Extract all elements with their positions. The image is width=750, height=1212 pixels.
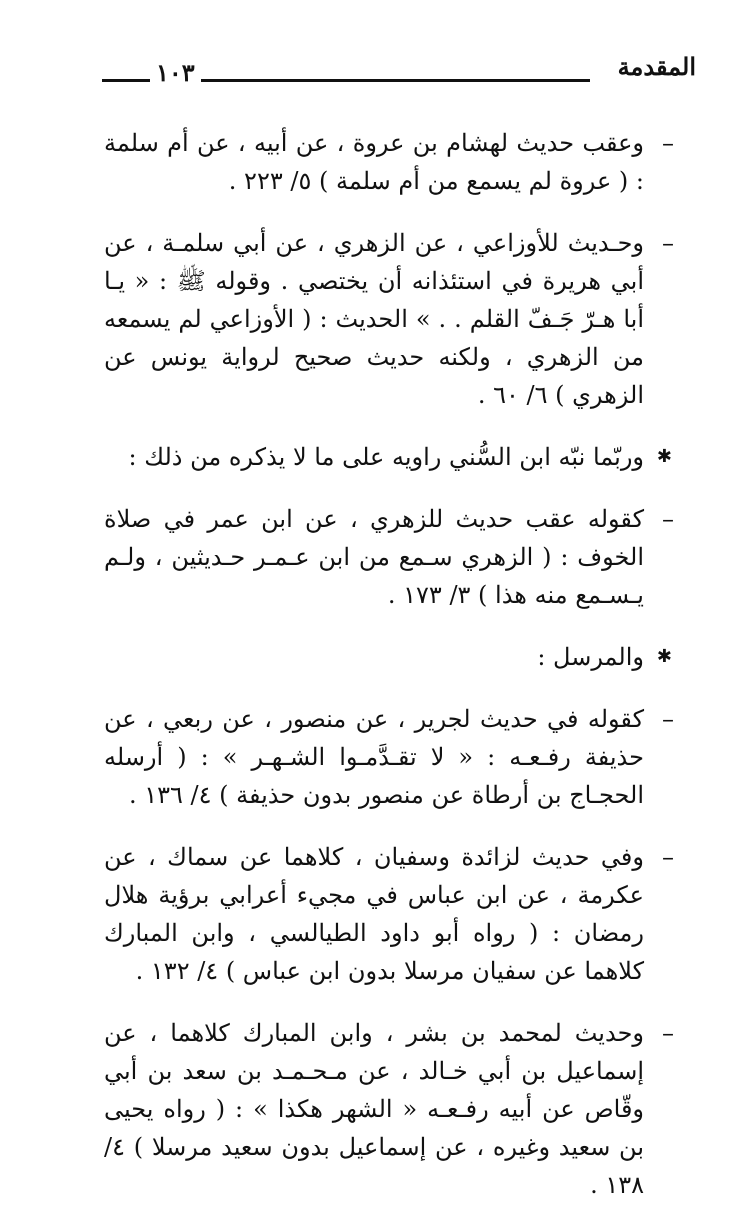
header-rule bbox=[184, 79, 590, 82]
paragraph-7: – وفي حديث لزائدة وسفيان ، كلاهما عن سماك ، عن عكرمة ، عن ابن عباس في مجيء أعرابي برؤية هلال رمضان : ( رواه أبو داود الطيالسي ، وابن المبارك كلاهما عن سفيان مرسلا بدون ابن عباس ) ٤/ ١٣٢ . bbox=[104, 838, 644, 990]
paragraph-4: – كقوله عقب حديث للزهري ، عن ابن عمر في صلاة الخوف : ( الزهري سـمع من ابن عـمـر حـديثين ، ولـم يـسـمع منه هذا ) ٣/ ١٧٣ . bbox=[104, 500, 644, 614]
header-rule-left bbox=[102, 79, 152, 82]
page-number: ١٠٣ bbox=[150, 58, 201, 87]
paragraph-2: – وحـديث للأوزاعي ، عن الزهري ، عن أبي سلمـة ، عن أبي هريرة في استئذانه أن يختصي . وقوله ﷺ : « يـا أبا هـرّ جَـفّ القلم . . » الحديث : ( الأوزاعي لم يسمعه من الزهري ، ولكنه حديث صحيح لرواية يونس عن الزهري ) ٦/ ٦٠ . bbox=[104, 224, 644, 414]
paragraph-5: ✱ والمرسل : bbox=[104, 638, 644, 676]
paragraph-3: ✱ وربّما نبّه ابن السُّني راويه على ما لا يذكره من ذلك : bbox=[104, 438, 644, 476]
section-title: المقدمة bbox=[617, 52, 696, 81]
paragraph-8: – وحديث لمحمد بن بشر ، وابن المبارك كلاهما ، عن إسماعيل بن أبي خـالد ، عن مـحـمـد بن سعد بن أبي وقّاص عن أبيه رفـعـه « الشهر هكذا » : ( رواه يحيى بن سعيد وغيره ، عن إسماعيل بدون سعيد مرسلا ) ٤/ ١٣٨ . bbox=[104, 1014, 644, 1204]
paragraph-6: – كقوله في حديث لجرير ، عن منصور ، عن ربعي ، عن حذيفة رفـعـه : « لا تقـدَّمـوا الشـهـر » : ( أرسله الحجـاج بن أرطاة عن منصور بدون حذيفة ) ٤/ ١٣٦ . bbox=[104, 700, 644, 814]
body-text bbox=[104, 100, 644, 1212]
paragraph-1: – وعقب حديث لهشام بن عروة ، عن أبيه ، عن أم سلمة : ( عروة لم يسمع من أم سلمة ) ٥/ ٢٢٣ . bbox=[104, 124, 644, 200]
page-header bbox=[96, 50, 700, 90]
